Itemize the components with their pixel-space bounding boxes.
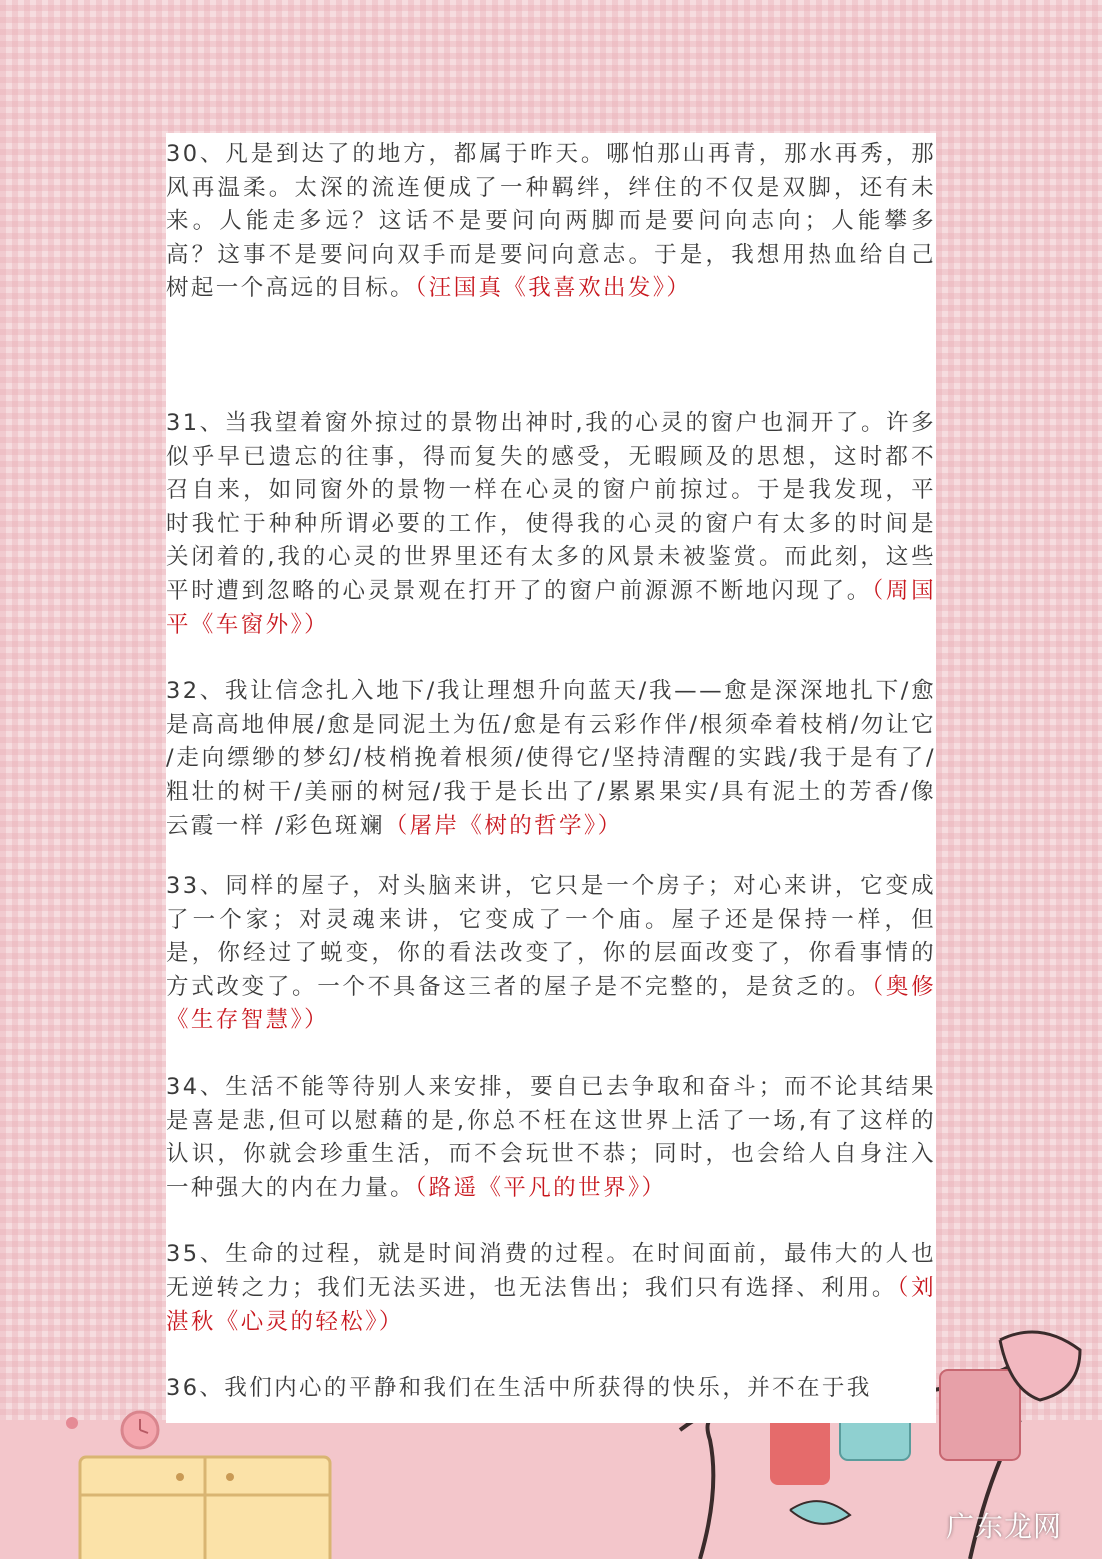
quote-text-33: 33、同样的屋子，对头脑来讲，它只是一个房子；对心来讲，它变成了一个家；对灵魂来讲，它变成了一个庙。屋子还是保持一样，但是，你经过了蜕变，你的看法改变了，你的层面改变了，你看事情的方式改变了。一个不具备这三者的屋子是不完整的，是贫乏的。 — [166, 873, 936, 1000]
quote-text-34: 34、生活不能等待别人来安排，要自已去争取和奋斗；而不论其结果是喜是悲,但可以慰藉的是,你总不枉在这世界上活了一场,有了这样的认识，你就会珍重生活，而不会玩世不恭；同时，也会给人自身注入一种强大的内在力量。 — [166, 1074, 936, 1201]
quote-paragraph-32 — [166, 675, 936, 843]
quote-citation-30: （汪国真《我喜欢出发》） — [415, 275, 692, 302]
quote-citation-31: （周国平《车窗外》） — [166, 577, 936, 638]
site-watermark: 广东龙网 — [945, 1510, 1062, 1543]
quote-paragraph-34 — [166, 1071, 936, 1205]
quote-text-36: 36、我们内心的平静和我们在生活中所获得的快乐，并不在于我 — [166, 1375, 872, 1402]
quote-citation-34: （路遥《平凡的世界》） — [415, 1174, 667, 1201]
quote-citation-33: （奥修《生存智慧》） — [166, 973, 936, 1034]
quote-text-30: 30、凡是到达了的地方，都属于昨天。哪怕那山再青，那水再秀，那风再温柔。太深的流连便成了一种羁绊，绊住的不仅是双脚，还有未来。人能走多远？这话不是要问向两脚而是要问向志向；人能攀多高？这事不是要问向双手而是要问向意志。于是，我想用热血给自己树起一个高远的目标。 — [166, 141, 936, 302]
quote-paper — [166, 133, 936, 1423]
quote-paragraph-33 — [166, 870, 936, 1038]
quote-paragraph-35 — [166, 1238, 936, 1339]
quote-paragraph-31 — [166, 407, 936, 642]
quote-text-31: 31、当我望着窗外掠过的景物出神时,我的心灵的窗户也洞开了。许多似乎早已遗忘的往事，得而复失的感受，无暇顾及的思想，这时都不召自来，如同窗外的景物一样在心灵的窗户前掠过。于是我发现，平时我忙于种种所谓必要的工作，使得我的心灵的窗户有太多的时间是关闭着的,我的心灵的世界里还有太多的风景未被鉴赏。而此刻，这些平时遭到忽略的心灵景观在打开了的窗户前源源不断地闪现了。 — [166, 409, 936, 604]
quote-text-32: 32、我让信念扎入地下/我让理想升向蓝天/我——愈是深深地扎下/愈是高高地伸展/愈是同泥土为伍/愈是有云彩作伴/根须牵着枝梢/勿让它 /走向缥缈的梦幻/枝梢挽着根须/使得它/坚持清醒的实践/我于是有了/粗壮的树干/美丽的树冠/我于是长出了/累累果实/具有泥土的芳香/像云霞一样 /彩色斑斓 — [166, 678, 936, 839]
quote-citation-32: （屠岸《树的哲学》） — [384, 812, 623, 839]
quote-paragraph-30 — [166, 138, 936, 306]
quote-text-35: 35、生命的过程，就是时间消费的过程。在时间面前，最伟大的人也无逆转之力；我们无法买进，也无法售出；我们只有选择、利用。 — [166, 1241, 936, 1302]
quote-citation-35: （刘湛秋《心灵的轻松》） — [166, 1275, 936, 1335]
quote-paragraph-36 — [166, 1372, 936, 1406]
quote-text-block — [166, 138, 936, 1406]
